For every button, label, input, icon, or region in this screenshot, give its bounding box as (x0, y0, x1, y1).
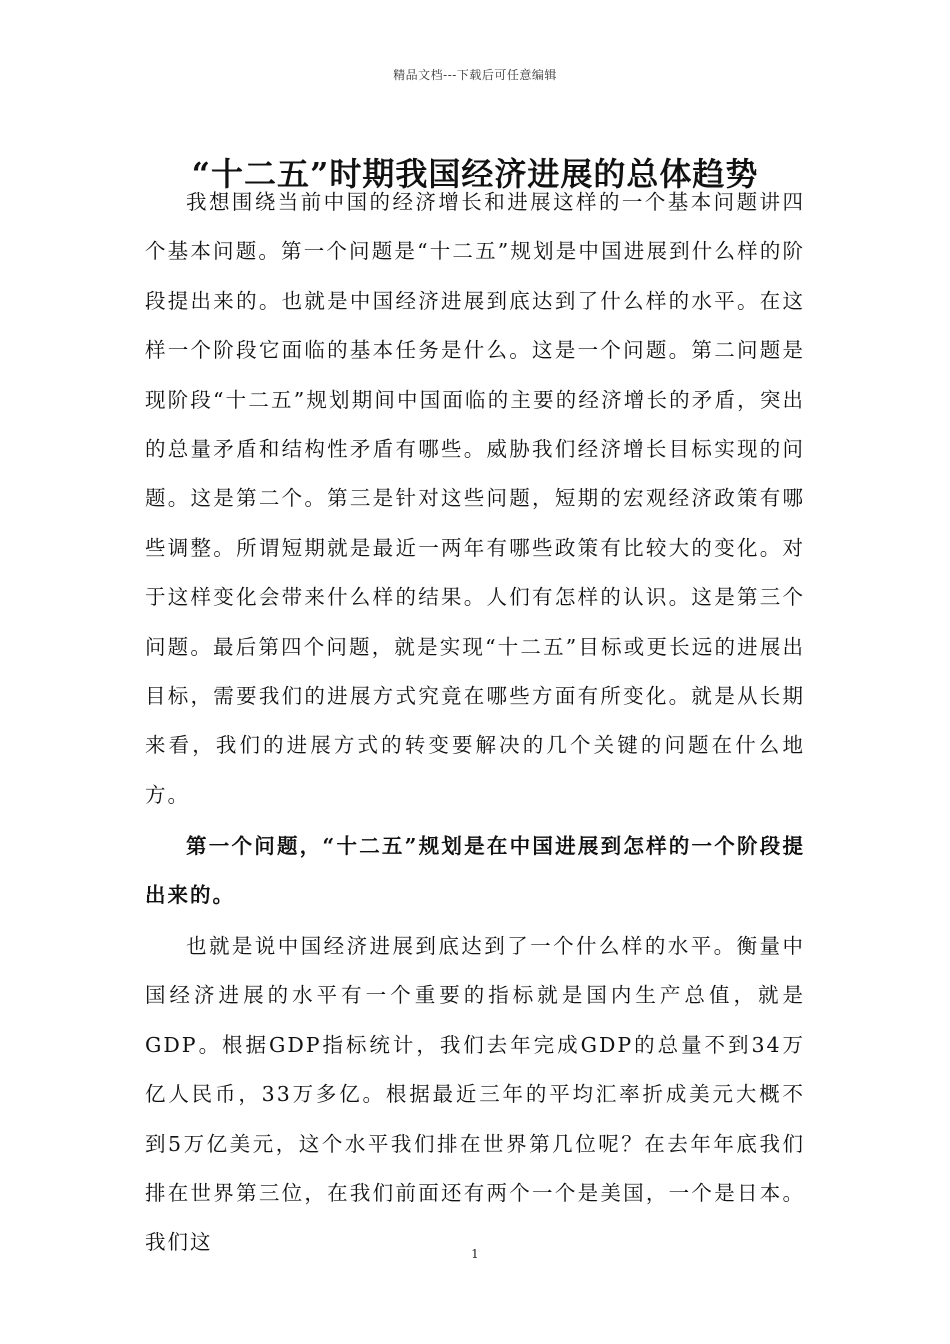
section-paragraph-block (145, 922, 805, 1268)
paragraph: 我想围绕当前中国的经济增长和进展这样的一个基本问题讲四个基本问题。第一个问题是“十二五”规划是中国进展到什么样的阶段提出来的。也就是中国经济进展到底达到了什么样的水平。在这样一个阶段它面临的基本任务是什么。这是一个问题。第二问题是现阶段“十二五”规划期间中国面临的主要的经济增长的矛盾，突出的总量矛盾和结构性矛盾有哪些。威胁我们经济增长目标实现的问题。这是第二个。第三是针对这些问题，短期的宏观经济政策有哪些调整。所谓短期就是最近一两年有哪些政策有比较大的变化。对于这样变化会带来什么样的结果。人们有怎样的认识。这是第三个问题。最后第四个问题，就是实现“十二五”目标或更长远的进展出目标，需要我们的进展方式究竟在哪些方面有所变化。就是从长期来看，我们的进展方式的转变要解决的几个关键的问题在什么地方。 (145, 190, 805, 807)
page-header: 精品文档---下载后可任意编辑 (393, 68, 557, 82)
section-heading-block (145, 822, 805, 921)
paragraph: 也就是说中国经济进展到底达到了一个什么样的水平。衡量中国经济进展的水平有一个重要的指标就是国内生产总值，就是GDP。根据GDP指标统计，我们去年完成GDP的总量不到34万亿人民币，33万多亿。根据最近三年的平均汇率折成美元大概不到5万亿美元，这个水平我们排在世界第几位呢？在去年年底我们排在世界第三位，在我们前面还有两个一个是美国，一个是日本。我们这 (145, 934, 805, 1255)
section-heading: 第一个问题，“十二五”规划是在中国进展到怎样的一个阶段提出来的。 (145, 834, 805, 908)
page-number: 1 (471, 1247, 479, 1261)
document-title: “十二五”时期我国经济进展的总体趋势 (191, 155, 759, 194)
intro-paragraph-block (145, 178, 805, 820)
